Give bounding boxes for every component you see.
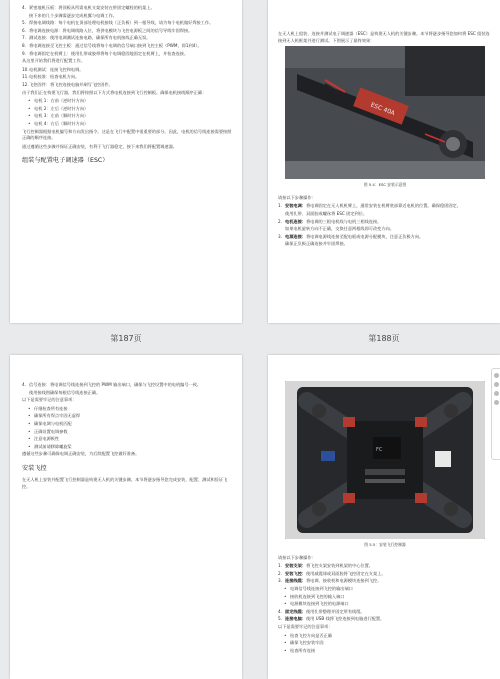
page-label-188: 第188页 xyxy=(368,334,400,343)
check-item: • 注意电源极性 xyxy=(28,436,232,443)
item-heading: 安装飞控： xyxy=(285,570,306,576)
item-heading: 固定线缆： xyxy=(285,608,306,614)
item-text: 固定线缆：使用扎带整理并固定所有线缆。 xyxy=(285,608,365,614)
item-number: 8. xyxy=(22,42,26,48)
page-187[interactable] xyxy=(10,0,242,323)
page-189[interactable] xyxy=(10,355,242,679)
item-number xyxy=(278,211,285,218)
paragraph-2: 在无人机上安装并配置飞行控制器是构建无人机的关键步骤。本节将逐步指导您完成安装、配置、测试和验证飞控。 xyxy=(22,476,228,489)
step-item xyxy=(278,616,492,623)
sub-item: • 电源模块连接到飞控的电源端口 xyxy=(284,601,492,608)
item-text: 安装电调：将电调固定在无人机机臂上，通常安装在机臂底部靠近电机的位置。确保稳固固定。 xyxy=(285,203,461,209)
step-item xyxy=(278,241,492,248)
check-item: • 确保飞控安装牢固 xyxy=(284,640,492,647)
item-heading: 连接电脑： xyxy=(285,616,306,622)
svg-text:ESC 40A: ESC 40A xyxy=(369,101,396,118)
item-number: 2. xyxy=(278,570,282,576)
item-number: 4. xyxy=(22,382,26,387)
toolbar-dot-icon[interactable] xyxy=(494,400,499,405)
item-number: 10. xyxy=(22,66,29,72)
step-item xyxy=(278,234,492,241)
item-text: 安装支架：将飞控支架安装到机架的中心位置。 xyxy=(285,563,373,569)
section-heading: 组装与配置电子调速器（ESC） xyxy=(22,157,109,165)
item-text: 将电调连接电源：将电调线路入位，将供电模块与飞控电源板之间的信号导线牢固焊接。 xyxy=(29,27,193,33)
step-item xyxy=(278,578,492,585)
item-number: 12. xyxy=(22,81,29,87)
esc-photo-svg xyxy=(285,46,485,179)
item-number: 11. xyxy=(22,74,29,80)
item-text: 电机测试：连接飞控和电调。 xyxy=(29,66,84,72)
svg-text:FC: FC xyxy=(376,447,383,453)
item-text: 信号连接：将电调信号线连接到飞控的 PWM 输出端口，确保与飞控设置中的电机编号一致。 xyxy=(29,382,202,387)
check-item: • 检查飞控方向是否正确 xyxy=(284,633,492,640)
item-number: 1. xyxy=(278,203,282,209)
item-number xyxy=(22,13,29,20)
item-number: 1. xyxy=(278,563,282,569)
item-number xyxy=(278,241,285,248)
step-item xyxy=(278,571,492,578)
item-text: 确保正负极正确连接并牢固焊接。 xyxy=(285,241,348,247)
steps-intro: 请按以下步骤操作： xyxy=(278,194,316,200)
list-item xyxy=(22,35,232,42)
check-item: • 仔细检查所有连接 xyxy=(28,406,232,413)
item-heading: 电源连接： xyxy=(285,233,306,239)
step-item xyxy=(278,219,492,226)
step-item xyxy=(278,609,492,616)
item-text: 安装飞控：使用减震球或双面胶将飞控固定在支架上。 xyxy=(285,570,386,576)
item-number: 2. xyxy=(278,218,282,224)
item-number: 3. xyxy=(278,578,282,584)
item-number xyxy=(278,226,285,233)
section-heading: 安装飞控 xyxy=(22,464,47,472)
item-text: 将电调连接至飞控主板：通过信号线将每个电调的信号端口接到飞控主板（PWM，即1到4）。 xyxy=(29,42,202,48)
item-number: 3. xyxy=(278,233,282,239)
item-heading: 连接线缆： xyxy=(285,578,306,584)
item-text: 将电调固定在机臂上：使用扎带或胶带将每个电调稳固地固定在机臂上，并检查连接。 xyxy=(29,50,189,56)
check-item: • 确保电调与电机匹配 xyxy=(28,421,232,428)
esc-photo xyxy=(285,46,485,179)
sub-item: • 接收机连接到飞控的输入端口 xyxy=(284,594,492,601)
list-item xyxy=(22,43,232,50)
item-number: 5. xyxy=(278,616,282,622)
item-number: 7. xyxy=(22,35,26,41)
item-number: 9. xyxy=(22,50,26,56)
item-text: 电机校准：检查电机方向。 xyxy=(29,74,80,80)
toolbar-dot-icon[interactable] xyxy=(494,382,499,387)
item-number: 5. xyxy=(22,20,26,26)
item-heading: 安装电调： xyxy=(285,203,306,209)
list-item xyxy=(22,390,232,397)
flight-controller-photo-svg xyxy=(285,381,485,539)
list-item xyxy=(22,67,232,74)
step-item xyxy=(278,563,492,570)
page-label-187: 第187页 xyxy=(110,334,142,343)
paragraph-3: 通过遵循这些步骤并保证正确安装，有利于飞行器稳定，接下来我们将配置调速器。 xyxy=(22,143,177,149)
item-text: 如果电机旋转方向不正确，交换任意两根线即可改变方向。 xyxy=(285,226,394,232)
step-item xyxy=(278,211,492,218)
motor-item: • 电机 3：左前（顺时针方向） xyxy=(28,113,232,120)
page-188[interactable] xyxy=(268,0,500,323)
item-text: 紧密地机压板：将顶板从所需电机支架安装在带固定螺栓的机架上。 xyxy=(29,5,155,10)
checks-intro: 以下是需要牢记的注意事项： xyxy=(278,623,333,629)
item-number xyxy=(22,390,29,397)
list-item xyxy=(22,382,232,389)
step-item xyxy=(278,226,492,233)
list-item xyxy=(22,5,232,12)
motor-item: • 电机 4：右后（顺时针方向） xyxy=(28,121,232,128)
item-heading: 安装支架： xyxy=(285,563,306,569)
item-text: 焊接电调线路：每个电机在顶部处理电机接线（正负极）到一根导线，请为每个电机做好焊接工作。 xyxy=(29,20,214,26)
sub-item: • 电调信号线连接到飞控的输出端口 xyxy=(284,586,492,593)
flight-controller-photo xyxy=(285,381,485,539)
item-text: 电机连接：将电调的三根电机线与电机三相线连接。 xyxy=(285,218,382,224)
list-item xyxy=(22,82,232,89)
steps-intro: 请按以下步骤操作： xyxy=(278,554,316,560)
item-number: 4. xyxy=(278,608,282,614)
item-number: 6. xyxy=(22,27,26,33)
item-number: 4. xyxy=(22,5,26,10)
list-intro: 由于我们正在构建飞行器，我们将按照以下方式将电机连接到飞行控制板。确保电机接线顺序正确： xyxy=(22,89,207,95)
item-text: 连接线缆：将电调、接收机和电源模块连接到飞控。 xyxy=(285,578,382,584)
figure-caption: 图 5.4：ESC 安装示意图 xyxy=(363,182,407,188)
list-item xyxy=(22,20,232,27)
check-item: • 测试前请移除螺旋桨 xyxy=(28,444,232,451)
motor-item: • 电机 2：左后（逆时针方向） xyxy=(28,106,232,113)
list-item xyxy=(22,51,232,58)
item-text: 使用接线图确保每根信号线连接正确。 xyxy=(29,389,101,395)
item-text: 电源连接：将电调电源线连接至配电板或电源分配模块，注意正负极方向。 xyxy=(285,233,424,239)
check-item: • 正确设置电调参数 xyxy=(28,429,232,436)
checks-intro: 以下是需要牢记的注意事项： xyxy=(22,397,77,403)
toolbar-dot-icon[interactable] xyxy=(494,391,499,396)
paragraph: 遵循这些步骤可确保电调正确安装，为后续配置飞控做好准备。 xyxy=(22,451,140,457)
figure-caption: 图 5.5：安装飞行控制器 xyxy=(364,542,406,547)
item-heading: 电机连接： xyxy=(285,218,306,224)
paragraph-2: 飞行控制器根据电机编号和方向发出指令。这是在飞行中配置中很重要的部分。因此，电机的信号线连接需要按照正确的顺序连接。 xyxy=(22,128,232,141)
intro-text: 在无人机上组装、连接并测试电子调速器（ESC）是构建无人机的关键步骤。本节将逐步指导您如何将 ESC 组装连接到无人机框架并进行测试。下图展示了最终效果： xyxy=(278,31,490,43)
list-item xyxy=(22,13,232,20)
item-text: 接下来的几个步骤需逐步完成机翼与电调工作。 xyxy=(29,12,117,18)
check-item: • 确保所有焊点牢固无虚焊 xyxy=(28,413,232,420)
side-toolbar[interactable] xyxy=(491,368,500,460)
toolbar-dot-icon[interactable] xyxy=(494,373,499,378)
list-item xyxy=(22,28,232,35)
item-text: 使用扎带、双面胶或螺丝将 ESC 固定到位。 xyxy=(285,210,368,216)
check-item: • 检查所有连接 xyxy=(284,648,492,655)
page-190[interactable] xyxy=(268,355,500,679)
item-text: 飞控固件：将飞控连接电脑并刷写飞控固件。 xyxy=(29,81,113,87)
motor-item: • 电机 1：右前（逆时针方向） xyxy=(28,98,232,105)
step-item xyxy=(278,203,492,210)
item-text: 测试连接：使用电调测试连接电路，确保所有电机接线正确无误。 xyxy=(29,35,151,41)
list-item xyxy=(22,74,232,81)
item-text: 连接电脑：使用 USB 线将飞控连接到电脑进行配置。 xyxy=(285,616,385,622)
continue-text: 从这里开始我们将进行配置工作。 xyxy=(22,58,85,64)
